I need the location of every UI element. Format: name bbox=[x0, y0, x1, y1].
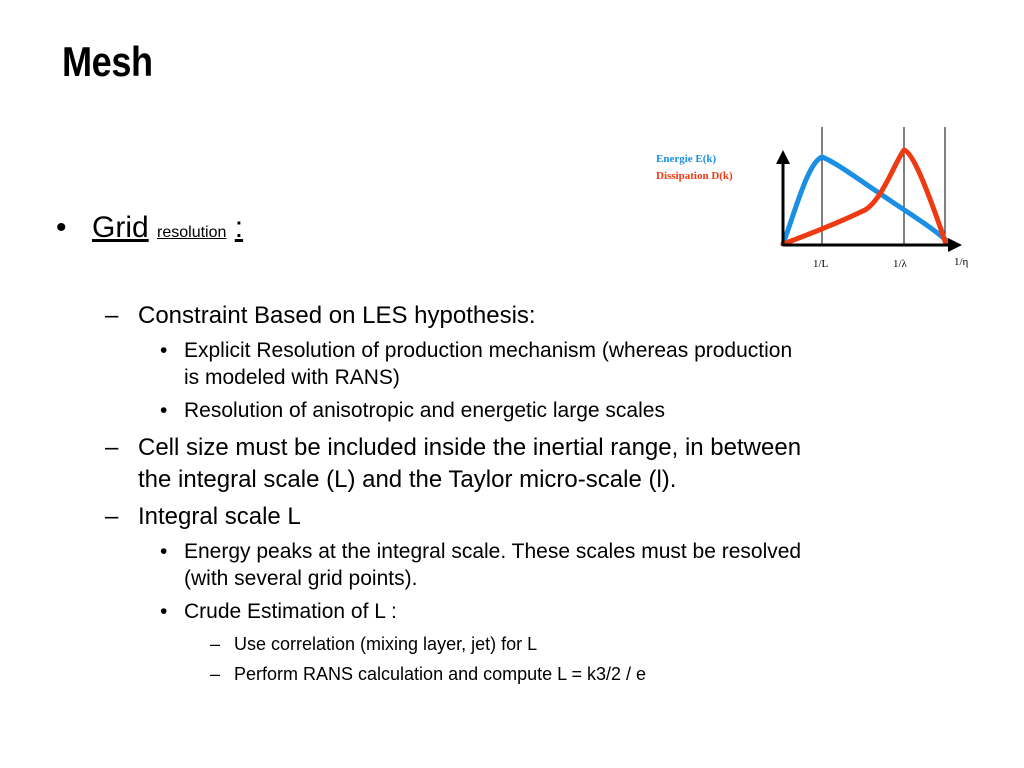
slide-title: Mesh bbox=[62, 38, 153, 85]
energy-peaks-line1: Energy peaks at the integral scale. These scales must be resolved bbox=[184, 540, 802, 563]
y-axis-arrow bbox=[776, 150, 790, 164]
item-integral-scale bbox=[105, 501, 301, 533]
item-crude-estimation bbox=[160, 598, 397, 625]
cell-size-line1: Cell size must be included inside the inertial range, in between bbox=[138, 434, 802, 461]
dash-marker: – bbox=[105, 302, 119, 329]
item-rans-calculation bbox=[210, 662, 647, 686]
bullet-marker: • bbox=[160, 600, 168, 623]
dash-marker: – bbox=[210, 634, 221, 654]
item-cell-size bbox=[105, 432, 802, 496]
explicit-resolution-line1: Explicit Resolution of production mechanism (whereas production bbox=[184, 339, 793, 362]
energy-spectrum-figure bbox=[650, 122, 980, 282]
rans-calculation-text: Perform RANS calculation and compute L = k3/2 / e bbox=[234, 664, 647, 684]
item-constraint bbox=[105, 300, 536, 332]
energy-spectrum-svg bbox=[650, 122, 980, 282]
dash-marker: – bbox=[105, 434, 119, 461]
energy-peaks-line2: (with several grid points). bbox=[184, 567, 418, 590]
dash-marker: – bbox=[105, 503, 119, 530]
label-kolmogorov-scale: 1/η bbox=[954, 256, 969, 268]
label-integral-scale: 1/L bbox=[813, 258, 829, 270]
cell-size-line2: the integral scale (L) and the Taylor micro-scale (l). bbox=[138, 466, 677, 493]
grid-label: Grid bbox=[92, 211, 149, 244]
grid-colon: : bbox=[234, 211, 244, 244]
integral-scale-text: Integral scale L bbox=[138, 503, 301, 530]
bullet-marker: • bbox=[160, 399, 168, 422]
dash-marker: – bbox=[210, 664, 221, 684]
energy-curve bbox=[783, 157, 947, 244]
bullet-grid-resolution bbox=[56, 211, 244, 245]
explicit-resolution-line2: is modeled with RANS) bbox=[184, 366, 400, 389]
bullet-marker: • bbox=[160, 540, 168, 563]
dissipation-curve bbox=[783, 150, 946, 244]
item-explicit-resolution bbox=[160, 337, 793, 391]
legend-energy: Energie E(k) bbox=[656, 153, 717, 165]
crude-estimation-text: Crude Estimation of L : bbox=[184, 600, 397, 623]
bullet-marker: • bbox=[56, 211, 67, 244]
item-energy-peaks bbox=[160, 538, 802, 592]
x-axis-arrow bbox=[948, 238, 962, 252]
bullet-marker: • bbox=[160, 339, 168, 362]
constraint-text: Constraint Based on LES hypothesis: bbox=[138, 302, 536, 329]
label-taylor-scale: 1/λ bbox=[893, 258, 907, 270]
item-use-correlation bbox=[210, 632, 538, 656]
use-correlation-text: Use correlation (mixing layer, jet) for L bbox=[234, 634, 538, 654]
legend-dissipation: Dissipation D(k) bbox=[656, 170, 733, 182]
anisotropic-scales-text: Resolution of anisotropic and energetic large scales bbox=[184, 399, 665, 422]
grid-subscript: resolution bbox=[157, 224, 227, 241]
item-anisotropic-scales bbox=[160, 397, 665, 424]
